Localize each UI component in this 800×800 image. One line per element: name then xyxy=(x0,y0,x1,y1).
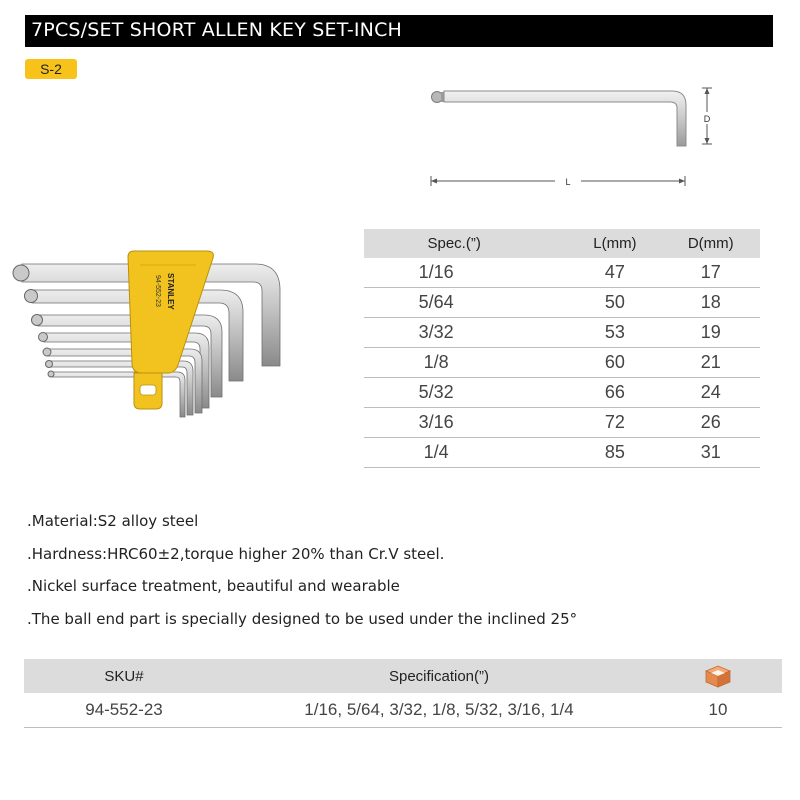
feature-surface: .Nickel surface treatment, beautiful and wearable xyxy=(27,577,400,595)
feature-ball-end: .The ball end part is specially designed to be used under the inclined 25° xyxy=(27,609,578,628)
table-row xyxy=(364,408,760,438)
spec-cell: 1/8 xyxy=(364,348,568,378)
material-badge xyxy=(25,59,77,79)
spec-cell: 1/16 xyxy=(364,258,568,288)
table-row xyxy=(364,348,760,378)
package-box-icon xyxy=(703,663,733,689)
title-bar xyxy=(25,15,773,47)
quantity-cell: 10 xyxy=(654,693,782,728)
length-cell: 50 xyxy=(568,288,661,318)
specification-cell: 1/16, 5/64, 3/32, 1/8, 5/32, 3/16, 1/4 xyxy=(224,693,654,728)
dimension-l-marker xyxy=(431,174,685,188)
depth-cell: 18 xyxy=(661,288,760,318)
spec-cell: 5/32 xyxy=(364,378,568,408)
holder-model-text: 94-552-23 xyxy=(154,275,161,307)
feature-material: .Material:S2 alloy steel xyxy=(27,512,199,530)
dimension-d-label: D xyxy=(703,114,711,124)
allen-key-drawing xyxy=(432,91,687,146)
feature-list xyxy=(27,509,747,639)
depth-cell: 24 xyxy=(661,378,760,408)
holder-brand-text: STANLEY xyxy=(166,273,175,310)
spec-header-length: L(mm) xyxy=(568,229,661,258)
sku-table xyxy=(24,659,782,728)
material-badge-label: S-2 xyxy=(40,61,62,77)
length-cell: 85 xyxy=(568,438,661,468)
table-row xyxy=(364,438,760,468)
length-cell: 72 xyxy=(568,408,661,438)
depth-cell: 26 xyxy=(661,408,760,438)
depth-cell: 21 xyxy=(661,348,760,378)
length-cell: 47 xyxy=(568,258,661,288)
dimension-d-marker xyxy=(702,88,712,144)
depth-cell: 31 xyxy=(661,438,760,468)
length-cell: 53 xyxy=(568,318,661,348)
page-title: 7PCS/SET SHORT ALLEN KEY SET-INCH xyxy=(31,19,403,41)
spec-table xyxy=(364,229,760,468)
product-photo xyxy=(10,245,300,430)
spec-cell: 3/32 xyxy=(364,318,568,348)
spec-header-depth: D(mm) xyxy=(661,229,760,258)
specification-header: Specification(”) xyxy=(224,659,654,693)
dimension-l-label: L xyxy=(565,177,571,187)
length-cell: 66 xyxy=(568,378,661,408)
spec-header-spec: Spec.(”) xyxy=(364,229,568,258)
spec-cell: 1/4 xyxy=(364,438,568,468)
spec-cell: 3/16 xyxy=(364,408,568,438)
depth-cell: 19 xyxy=(661,318,760,348)
depth-cell: 17 xyxy=(661,258,760,288)
table-row xyxy=(364,378,760,408)
sku-header: SKU# xyxy=(24,659,224,693)
length-cell: 60 xyxy=(568,348,661,378)
sku-table-header xyxy=(24,659,782,693)
feature-hardness: .Hardness:HRC60±2,torque higher 20% than Cr.V steel. xyxy=(27,544,445,563)
spec-cell: 5/64 xyxy=(364,288,568,318)
spec-table-header xyxy=(364,229,760,258)
table-row xyxy=(364,288,760,318)
table-row xyxy=(364,258,760,288)
table-row xyxy=(364,318,760,348)
sku-cell: 94-552-23 xyxy=(24,693,224,728)
table-row xyxy=(24,693,782,728)
allen-key-dimension-diagram xyxy=(420,80,730,190)
quantity-header xyxy=(654,659,782,693)
